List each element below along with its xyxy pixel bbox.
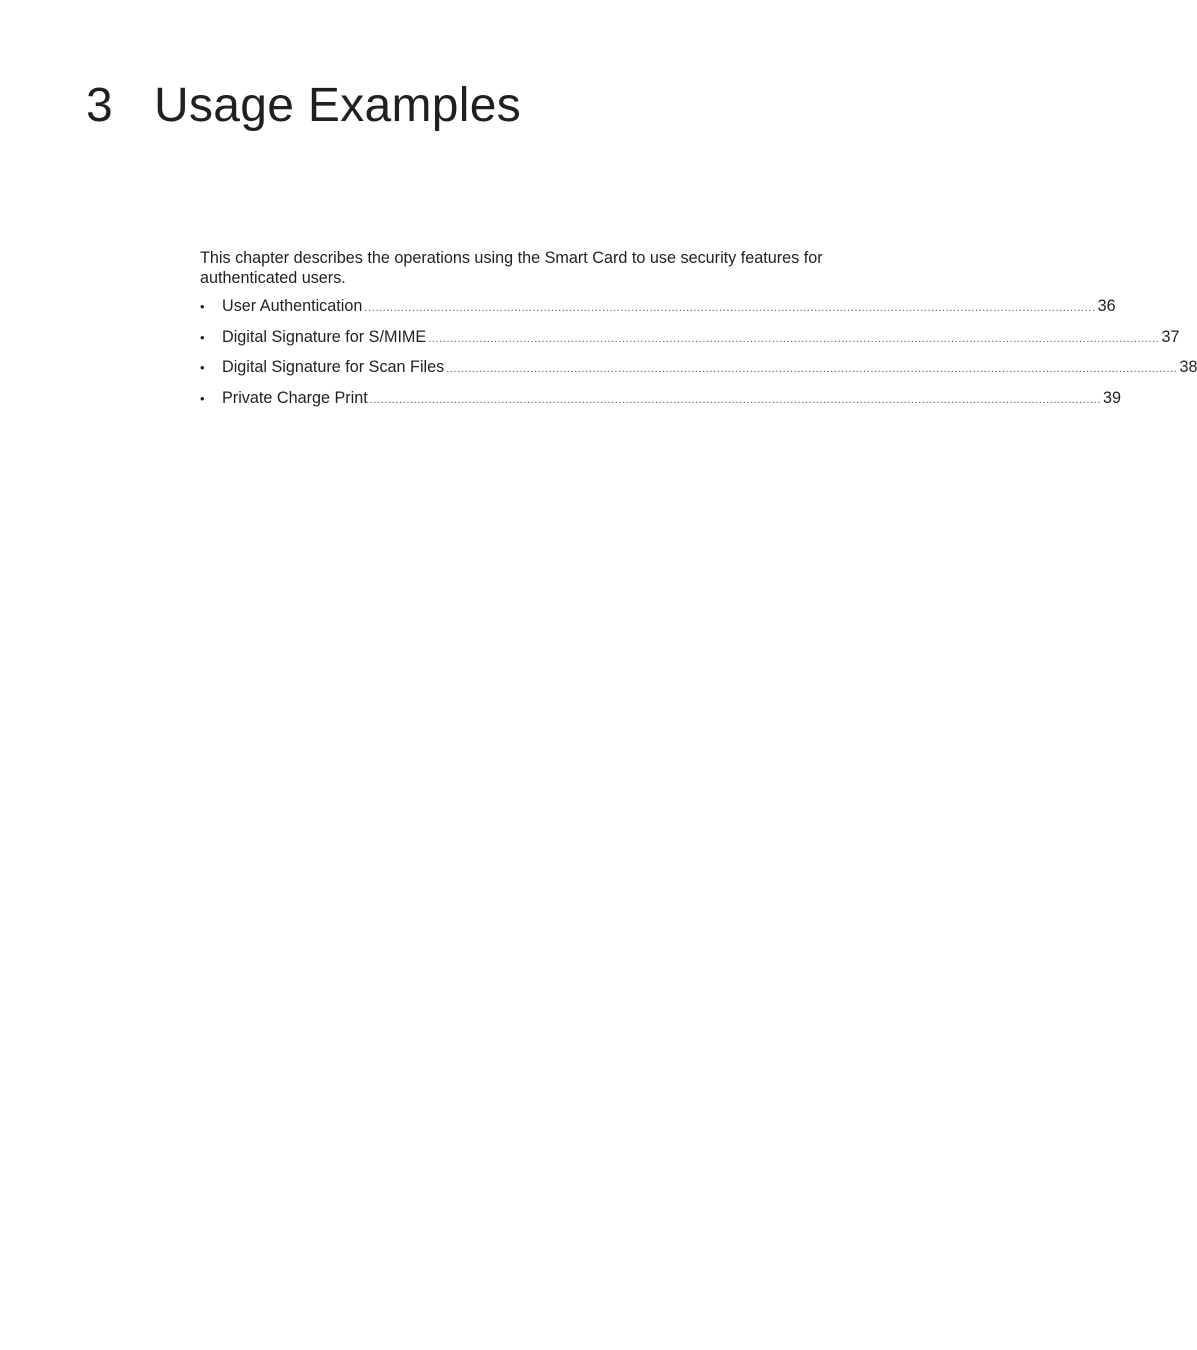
toc-item-digital-signature-smime[interactable]: [200, 325, 1180, 356]
toc-page-number: 37: [1161, 327, 1180, 346]
bullet-icon: •: [200, 299, 205, 314]
toc-item-title: Digital Signature for S/MIME: [222, 327, 427, 346]
bullet-icon: •: [200, 329, 205, 345]
toc-item-title: User Authentication: [222, 297, 363, 315]
toc-leader-dots: ........................................................................................................................................................................................................: [369, 394, 1101, 407]
intro-paragraph: This chapter describes the operations using the Smart Card to use security features for authenticated users.: [200, 249, 823, 287]
chapter-number: 3: [86, 79, 113, 132]
toc-item-title: Digital Signature for Scan Files: [222, 358, 445, 377]
toc-leader-dots: ........................................................................................................................................................................................................: [364, 302, 1096, 314]
chapter-title: Usage Examples: [154, 79, 522, 132]
toc-item-user-authentication[interactable]: [200, 294, 1116, 325]
toc-leader-dots: ........................................................................................................................................................................................................: [446, 363, 1178, 376]
toc-list: [200, 294, 1197, 417]
chapter-heading: [86, 76, 521, 136]
toc-page-number: 36: [1097, 297, 1116, 315]
bullet-icon: •: [200, 391, 205, 407]
toc-item-title: Private Charge Print: [222, 389, 368, 408]
toc-item-digital-signature-scan-files[interactable]: [200, 355, 1197, 386]
bullet-icon: •: [200, 360, 205, 376]
toc-item-private-charge-print[interactable]: [200, 386, 1122, 417]
toc-page-number: 39: [1103, 389, 1122, 408]
toc-leader-dots: ........................................................................................................................................................................................................: [428, 332, 1160, 345]
toc-page-number: 38: [1179, 358, 1197, 377]
